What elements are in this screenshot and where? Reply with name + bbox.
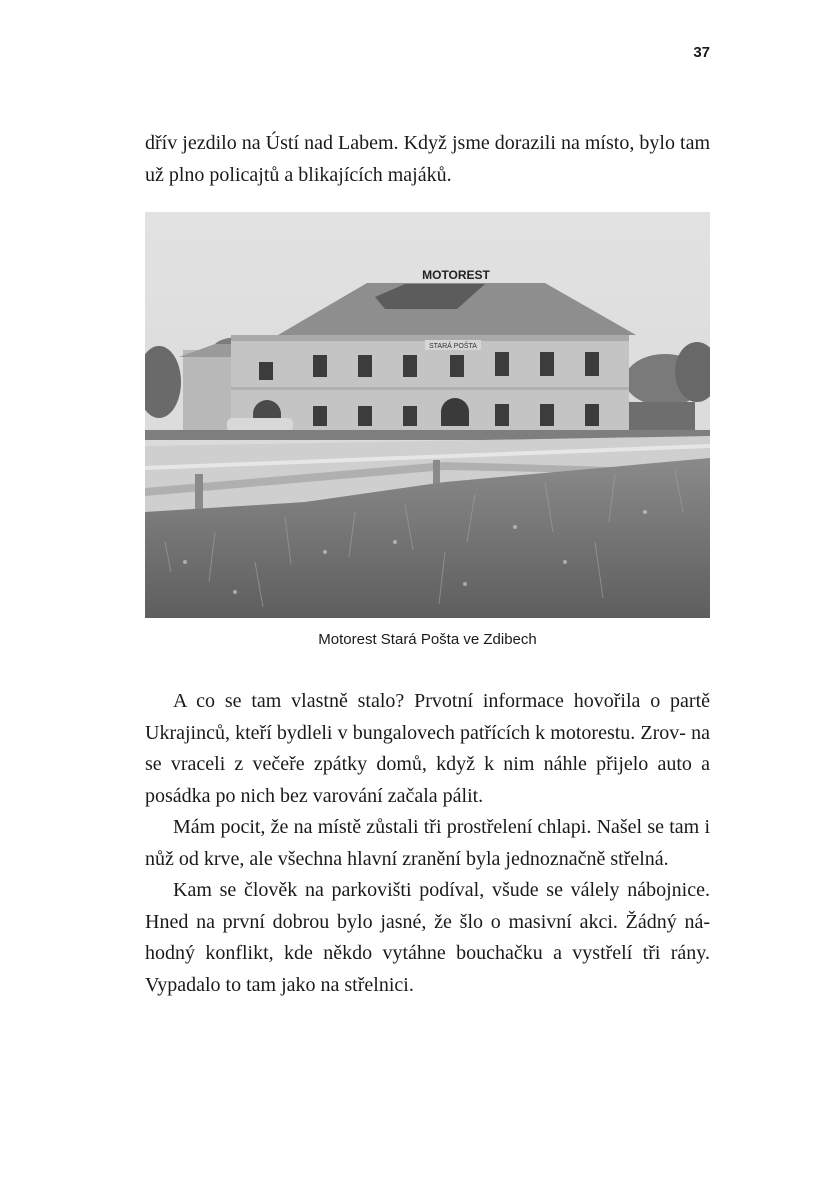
paragraph-2 xyxy=(145,812,710,875)
text-line: tam i nůž od krve, ale všechna hlavní zranění byla jednoznačně xyxy=(145,816,711,870)
body-text xyxy=(145,686,710,1001)
text-line: Mám pocit, že na místě zůstali tři prostřelení chlapi. Našel se xyxy=(173,816,664,838)
text-line: střelná. xyxy=(610,847,669,870)
text-line: a posádka po nich bez varování začala pálit. xyxy=(145,753,711,807)
text-line: Vypadalo to tam jako na střelnici. xyxy=(145,973,414,996)
motorest-sign: MOTOREST xyxy=(422,268,490,282)
text-line: A co se tam vlastně stalo? Prvotní informace hovořila o partě xyxy=(173,690,710,712)
text-line: na se vraceli z večeře zpátky domů, když k nim náhle přijelo auto xyxy=(145,721,710,775)
text-line: dřív jezdilo na Ústí nad Labem. Když jsme dorazili na místo, bylo xyxy=(145,132,675,154)
text-line: tam už plno policajtů a blikajících majáků. xyxy=(145,132,711,186)
text-line: Ukrajinců, kteří bydleli v bungalovech patřících k motorestu. Zrov- xyxy=(145,721,686,744)
page-number: 37 xyxy=(693,44,710,61)
opening-text xyxy=(145,128,710,191)
opening-paragraph xyxy=(145,128,710,191)
text-line: Hned na první dobrou bylo jasné, že šlo o masivní akci. Žádný ná- xyxy=(145,910,710,933)
photo-caption: Motorest Stará Pošta ve Zdibech xyxy=(318,631,537,648)
text-line: hodný konflikt, kde někdo vytáhne bouchačku a vystřelí tři rány. xyxy=(145,942,710,964)
stara-posta-sign: STARÁ POŠTA xyxy=(429,343,477,350)
paragraph-1 xyxy=(145,686,710,812)
paragraph-3 xyxy=(145,875,710,1001)
text-line: Kam se člověk na parkovišti podíval, všude se válely nábojnice. xyxy=(173,879,710,901)
motorest-photo xyxy=(145,212,710,618)
